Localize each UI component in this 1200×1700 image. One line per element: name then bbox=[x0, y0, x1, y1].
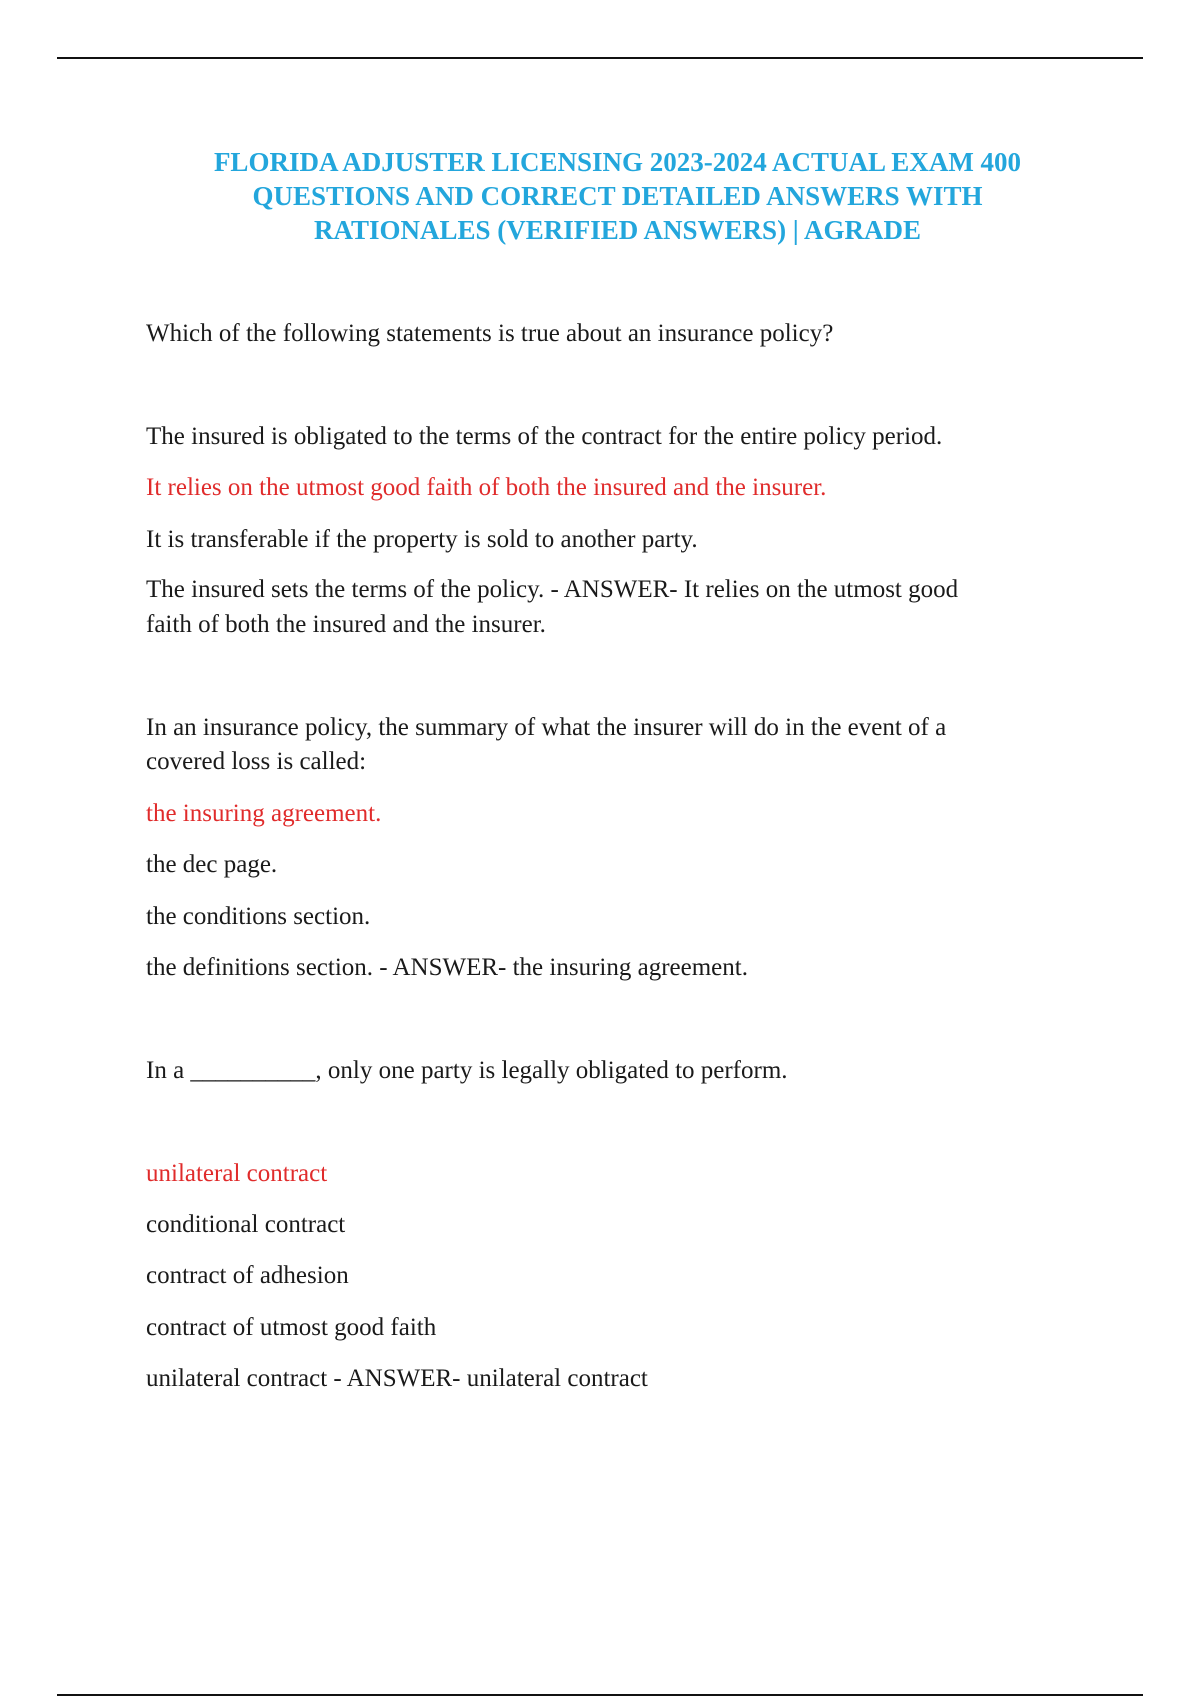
question-3-answer-line: unilateral contract - ANSWER- unilateral contract bbox=[146, 1365, 648, 1392]
question-1-option-3: It is transferable if the property is sold to another party. bbox=[146, 526, 698, 553]
question-1-correct-option: It relies on the utmost good faith of both the insured and the insurer. bbox=[146, 474, 827, 501]
title-line-1: FLORIDA ADJUSTER LICENSING 2023-2024 ACTUAL EXAM 400 bbox=[213, 147, 1022, 177]
question-2-answer-line: the definitions section. - ANSWER- the insuring agreement. bbox=[146, 954, 748, 981]
question-1-text: Which of the following statements is true about an insurance policy? bbox=[146, 320, 834, 347]
document-title bbox=[150, 145, 1085, 247]
question-2-option-2: the dec page. bbox=[146, 851, 278, 878]
question-3-option-4: contract of utmost good faith bbox=[146, 1314, 437, 1341]
bottom-rule bbox=[57, 1694, 1143, 1696]
title-line-3: RATIONALES (VERIFIED ANSWERS) | AGRADE bbox=[313, 215, 922, 245]
question-2-correct-option: the insuring agreement. bbox=[146, 800, 382, 827]
question-3-correct-option: unilateral contract bbox=[146, 1160, 328, 1187]
question-1-option-1: The insured is obligated to the terms of the contract for the entire policy period. bbox=[146, 423, 943, 450]
question-3-option-3: contract of adhesion bbox=[146, 1262, 349, 1289]
question-2-option-3: the conditions section. bbox=[146, 903, 371, 930]
top-rule bbox=[57, 57, 1143, 59]
question-1-answer-line-2: faith of both the insured and the insurer. bbox=[146, 611, 546, 638]
title-line-2: QUESTIONS AND CORRECT DETAILED ANSWERS WITH bbox=[252, 181, 983, 211]
question-3-text: In a __________, only one party is legally obligated to perform. bbox=[146, 1057, 788, 1084]
question-2-text-line-1: In an insurance policy, the summary of what the insurer will do in the event of a bbox=[146, 714, 947, 741]
question-2-text-line-2: covered loss is called: bbox=[146, 748, 367, 775]
question-3-option-2: conditional contract bbox=[146, 1211, 346, 1238]
question-1-answer-line-1: The insured sets the terms of the policy. - ANSWER- It relies on the utmost good bbox=[146, 576, 959, 603]
